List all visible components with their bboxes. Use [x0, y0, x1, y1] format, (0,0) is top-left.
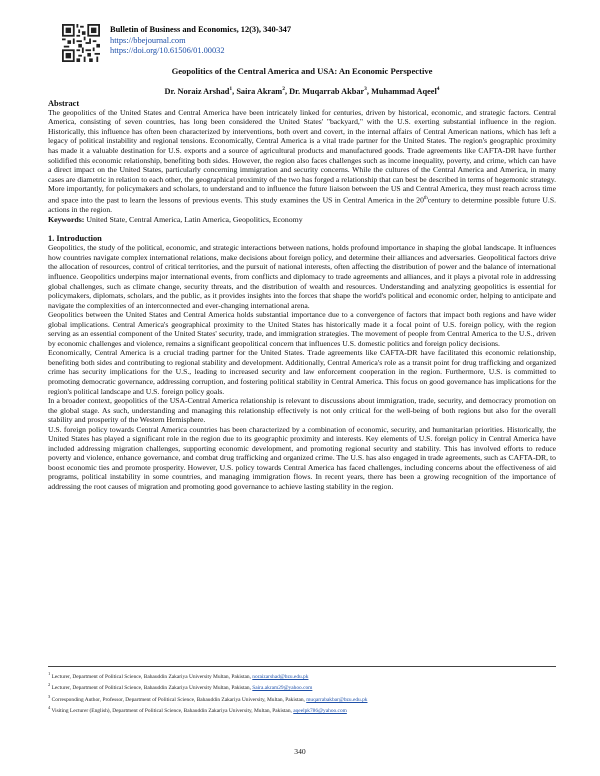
footnote-mark: 1 [48, 671, 51, 676]
footnote [48, 693, 556, 704]
abstract-body-end: century to determine possible future U.S. actions in the region. [48, 195, 556, 214]
abstract-text [48, 108, 556, 215]
footnote-text: Visiting Lecturer (English), Department of Political Science, Bahauddin Zakariya University, Multan, Pakistan, [51, 707, 294, 714]
journal-header [48, 22, 556, 72]
abstract-heading: Abstract [48, 98, 80, 108]
footnote [48, 704, 556, 715]
intro-paragraph: Geopolitics between the United States and Central America holds substantial importance due to a convergence of factors that impact both regions and have wider global implications. Central America's geographical proximity to the United States has historically made it a focal point of U.S. foreign policy, with the region serving as an essential component of the United States' security, trade, and immigration strategies. The movement of people from Central America to the U.S., driven by economic challenges and violence, remains a significant geopolitical concern that influences U.S. domestic politics and foreign policy decisions. [48, 310, 556, 348]
footnote [48, 681, 556, 692]
intro-paragraph: U.S. foreign policy towards Central America countries has been characterized by a combination of economic, security, and humanitarian priorities. Historically, the United States has played a significant role in the region due to its geographic proximity and interests. Key elements of U.S. foreign policy in Central America have included addressing migration challenges, supporting economic development, and promoting regional security and stability. This has involved efforts to reduce poverty and violence, enhance governance, and combat drug trafficking and organized crime. The U.S. has also engaged in trade agreements, such as CAFTA-DR, to boost economic ties and promote prosperity. However, U.S. policy towards Central America has faced challenges, including concerns about the effectiveness of aid programs, political instability in some countries, and managing immigration flows. In recent years, there has been a growing recognition of the importance of addressing the root causes of migration and promoting good governance to achieve lasting stability in the region. [48, 424, 556, 491]
keywords-label: Keywords: [48, 215, 85, 225]
author-name: Dr. Muqarrab Akbar [289, 86, 365, 96]
footnote-email-link[interactable]: Saira.akram29@yahoo.com [252, 685, 313, 692]
page-number: 340 [294, 747, 306, 756]
footnote-email-link[interactable]: noraizarshad@bzu.edu.pk [252, 673, 309, 680]
author-name: Dr. Noraiz Arshad [164, 86, 230, 96]
footnote-mark: 2 [48, 682, 51, 688]
keywords-text: United State, Central America, Latin America, Geopolitics, Economy [86, 215, 303, 225]
footnote-text: Lecturer, Department of Political Science, Bahauddin Zakariya University Multan, Pakistan, [51, 685, 253, 692]
footnote-email-link[interactable]: muqarrabakbar@bzu.edu.pk [306, 696, 368, 703]
footnote-text: Lecturer, Department of Political Science, Bahauddin Zakariya University Multan, Pakistan, [51, 673, 253, 680]
journal-url-link[interactable]: https://bbejournal.com [110, 35, 186, 45]
ordinal-suffix: th [423, 195, 428, 201]
doi-link[interactable]: https://doi.org/10.61506/01.00032 [110, 46, 225, 56]
author-list: Dr. Noraiz Arshad$^1$, Saira Akram$^2$, Dr. Muqarrab Akbar$^3$, Muhammad Aqeel$^4$ [164, 86, 440, 96]
footnotes [48, 666, 556, 716]
author-affiliation-mark: 4 [436, 86, 440, 92]
keywords-line [48, 215, 556, 224]
footnote-mark: 3 [48, 693, 51, 699]
footnote-mark: 4 [48, 705, 51, 711]
abstract-body: The geopolitics of the United States and Central America have been intricately linked for centuries, driven by historical, economic, and strategic factors. Central America, consisting of seven countries, has long been considered the United States' "backyard," with the U.S. exerting substantial influence in the region. Historically, this influence has often been characterized by interventions, both overt and covert, in the internal affairs of Central American nations, which has left a legacy of political instability and regional tensions. Economically, Central America is a vital trade partner for the United States. The region's geographic proximity has made it a valuable destination for U.S. exports and a source of agricultural products and manufactured goods. Trade agreements like CAFTA-DR have further solidified this economic relationship, benefiting both sides. However, the region also faces challenges such as income inequality, poverty, and crime, which can have a direct impact on the United States, particularly concerning immigration and security concerns. While the cultures of the Central America and America, in many cases are diametric in relation to each other, the geographical proximity of the two has forged a relationship that can best be described in terms of hegemonic strategy. More importantly, for policymakers and scholars, to understand and to influence the future liaison between the US and Central America, they must reach across time and space into the past to learn the lessons of previous events. This study examines the US in Central America in the 20 [48, 107, 556, 205]
paper-title: Geopolitics of the Central America and USA: An Economic Perspective [171, 66, 433, 76]
footnote [48, 670, 556, 681]
introduction-heading: 1. Introduction [48, 234, 102, 244]
author-affiliation-mark: 2 [282, 86, 285, 92]
intro-paragraph: Geopolitics, the study of the political, economic, and strategic interactions between nations, holds profound importance in shaping the global landscape. It influences how countries navigate complex international relations, make decisions about foreign policy, and determine their alliances and adversaries. Geopolitical factors drive the allocation of resources, control of critical territories, and the pursuit of national interests, often affecting the distribution of power and the balance of international influence. Geopolitics underpins major international events, from conflicts and diplomacy to trade agreements and alliances, and it plays a pivotal role in addressing global challenges, such as climate change, security threats, and the distribution of wealth and resources. Understanding and analyzing geopolitics is essential for policymakers, diplomats, scholars, and the public, as it provides insights into the forces that shape the world's political and economic order, helping to anticipate and navigate the complexities of an interconnected and ever-changing international arena. [48, 243, 556, 310]
footnote-email-link[interactable]: aqeelpk786@yahoo.com [293, 707, 347, 714]
author-affiliation-mark: 3 [364, 86, 367, 92]
journal-info [110, 25, 291, 57]
intro-paragraph: In a broader context, geopolitics of the USA-Central America relationship is relevant to discussions about immigration, trade, security, and democracy promotion on the global stage. As such, understanding and managing this relationship effectively is not only critical for the well-being of both regions but also for the overall stability and prosperity of the Western Hemisphere. [48, 396, 556, 425]
author-name: Saira Akram [236, 86, 283, 96]
intro-paragraph: Economically, Central America is a crucial trading partner for the United States. Trade agreements like CAFTA-DR have facilitated this economic relationship, benefiting both sides and contributing to regional stability and development. Additionally, Central America's role as a transit point for drug trafficking and organized crime has security implications for the U.S., leading to increased security and law enforcement cooperation in the region. Furthermore, U.S. is committed to promoting democratic governance, addressing corruption, and fostering political stability in Central America. This focus on good governance has implications for the region's political landscape and U.S. foreign policy goals. [48, 348, 556, 396]
author-affiliation-mark: 1 [229, 86, 233, 92]
page [48, 22, 556, 492]
journal-title: Bulletin of Business and Economics, 12(3), 340-347 [110, 25, 292, 34]
footnote-text: Corresponding Author, Professor, Department of Political Science, Bahauddin Zakariya University, Multan, Pakistan, [51, 696, 307, 703]
author-name: Muhammad Aqeel [371, 86, 437, 96]
qr-code-icon [62, 24, 100, 62]
